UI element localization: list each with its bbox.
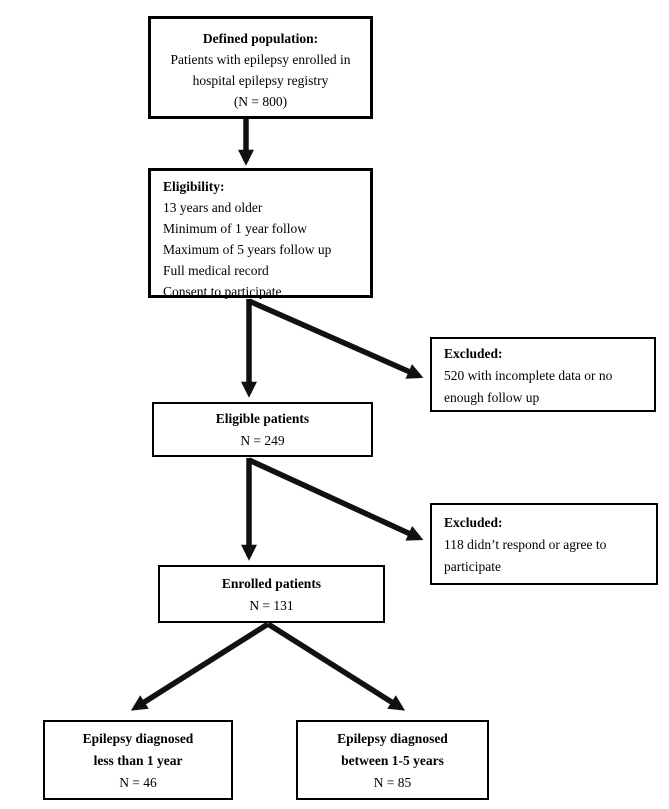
node-eligibility: [148, 168, 373, 298]
node-enrolled-patients: [158, 565, 385, 623]
node-title: Enrolled patients: [221, 576, 322, 591]
node-title: Excluded:: [444, 346, 503, 361]
node-diagnosed-between-1-5-years: [296, 720, 489, 800]
node-subtitle: between 1-5 years: [341, 753, 444, 768]
node-line: Maximum of 5 years follow up: [163, 242, 332, 257]
node-line: N = 249: [240, 433, 285, 448]
node-title: Excluded:: [444, 515, 503, 530]
node-line: 520 with incomplete data or no: [444, 368, 613, 383]
node-eligible-patients: [152, 402, 373, 457]
node-title: Eligibility:: [163, 179, 225, 194]
arrow-eligibility-to-excluded: [249, 301, 419, 376]
arrow-eligible-to-excluded: [249, 460, 419, 538]
node-line: 118 didn’t respond or agree to: [444, 537, 607, 552]
node-diagnosed-less-than-1-year: [43, 720, 233, 800]
node-title: Epilepsy diagnosed: [82, 731, 194, 746]
arrow-enrolled-to-1-5yr: [268, 624, 401, 708]
node-line: enough follow up: [444, 390, 540, 405]
node-line: Consent to participate: [163, 284, 282, 299]
node-line: Patients with epilepsy enrolled in: [170, 52, 351, 67]
node-line: (N = 800): [233, 94, 288, 109]
arrow-enrolled-to-less-1yr: [135, 624, 268, 708]
node-line: N = 85: [373, 775, 412, 790]
node-line: hospital epilepsy registry: [192, 73, 329, 88]
node-excluded-incomplete: [430, 337, 656, 412]
node-line: Full medical record: [163, 263, 269, 278]
node-title: Epilepsy diagnosed: [337, 731, 448, 746]
node-title: Defined population:: [202, 31, 319, 46]
node-defined-population: [148, 16, 373, 119]
node-excluded-no-response: [430, 503, 658, 585]
node-subtitle: less than 1 year: [93, 753, 183, 768]
node-line: participate: [444, 559, 501, 574]
node-line: Minimum of 1 year follow: [163, 221, 307, 236]
node-line: 13 years and older: [163, 200, 263, 215]
node-title: Eligible patients: [215, 411, 310, 426]
node-line: N = 46: [119, 775, 157, 790]
node-line: N = 131: [249, 598, 294, 613]
